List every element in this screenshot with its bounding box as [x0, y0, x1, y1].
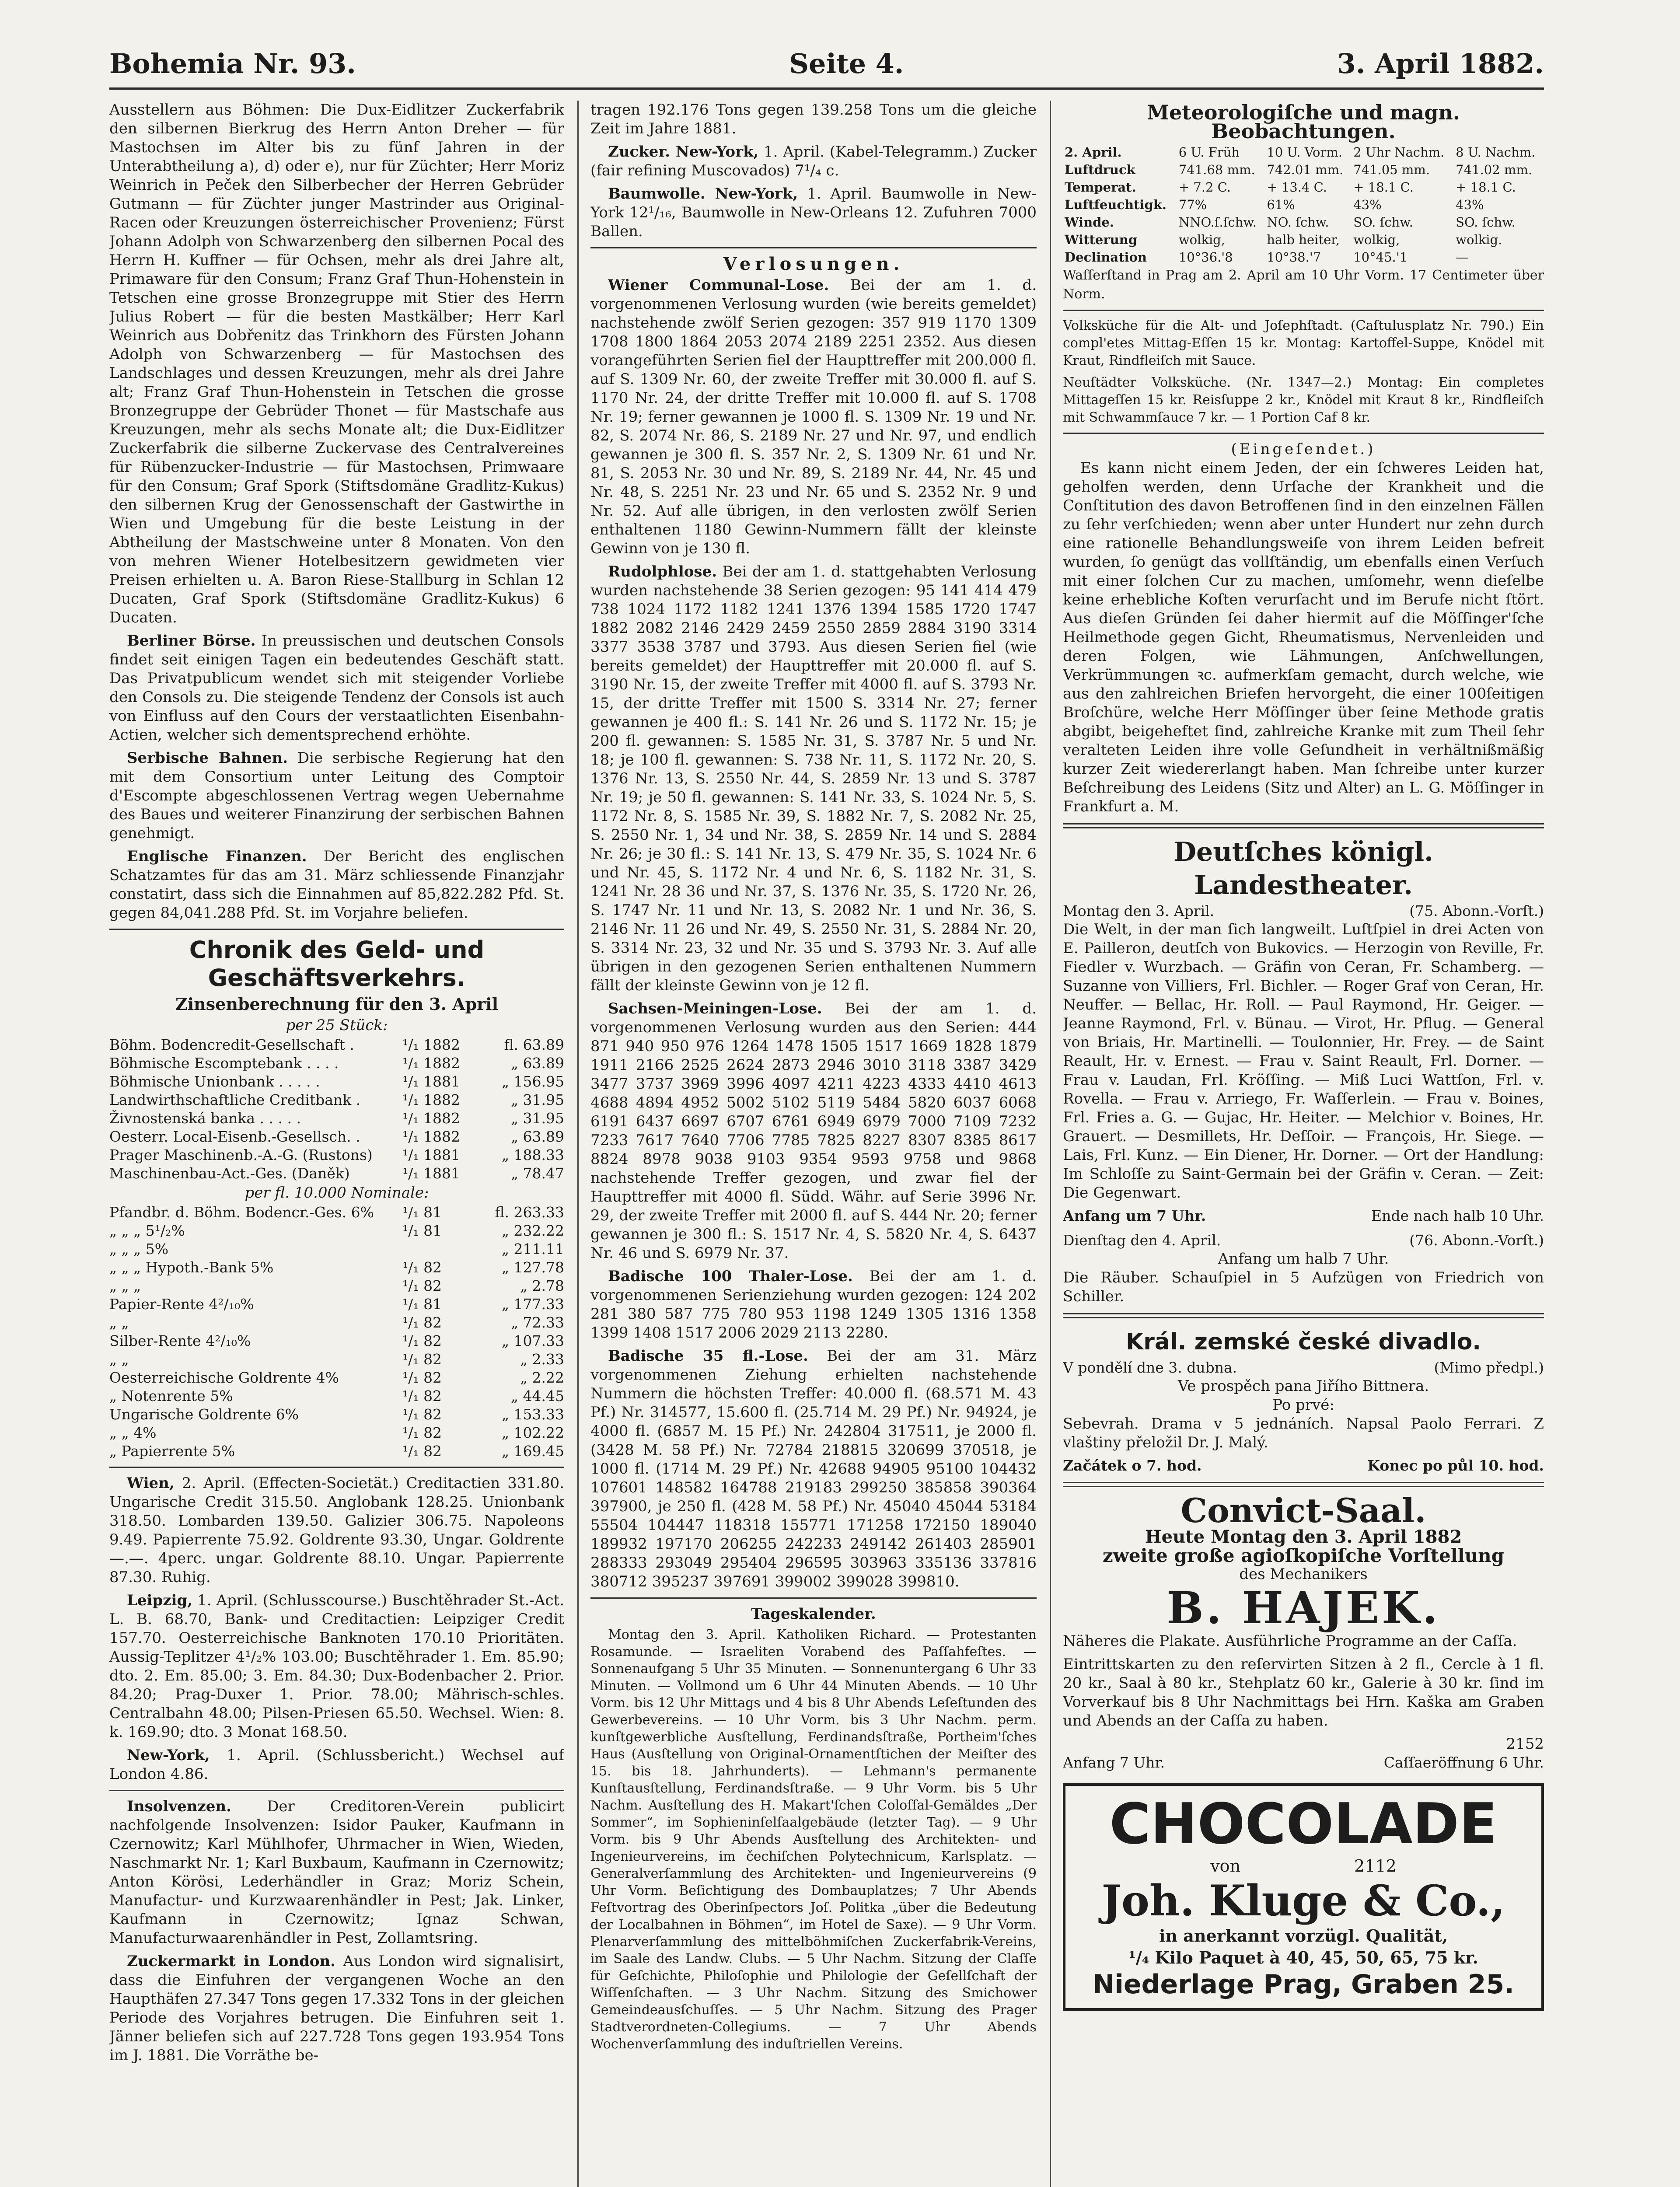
- event-subtitle: des Mechanikers: [1239, 1565, 1368, 1583]
- coupon-date: ¹/₁ 1882: [402, 1055, 461, 1072]
- interest-row: [109, 1054, 564, 1073]
- interest-value: „ 107.33: [501, 1332, 564, 1349]
- article-text: Der Creditoren-Verein publicirt nachfolgende Insolvenzen: Isidor Pauker, Kaufmann in Czernowitz; Karl Mühlhofer, Uhrmacher in Wien, Wieden, Naschmarkt Nr. 1; Karl Buxbaum, Kaufmann in Czernowitz; Anton Körösi, Lederhändler in Graz; Moriz Schein, Manufactur- und Kurzwaarenhändler in Pest; Jak. Linker, Kaufmann in Czernowitz; Ignaz Schwan, Manufacturwaarenhändler in Pest, Zollamtsring.: [109, 1798, 564, 1947]
- interest-row: [109, 1203, 564, 1222]
- interest-row: [109, 1277, 564, 1295]
- coupon-date: ¹/₁ 1881: [402, 1165, 461, 1182]
- weather-label: Witterung: [1065, 232, 1138, 247]
- ad-store: Niederlage Prag, Graben 25.: [1093, 1969, 1514, 2000]
- separator: [590, 1597, 1037, 1599]
- weather-label: Winde.: [1065, 215, 1114, 230]
- security-name: „ „: [109, 1351, 129, 1368]
- table-caption: per 25 Stück:: [286, 1017, 388, 1034]
- time-line: [1063, 1754, 1544, 1772]
- weather-value: + 18.1 C.: [1456, 180, 1516, 195]
- interest-row: [109, 1222, 564, 1240]
- water-level: Waſſerſtand in Prag am 2. April am 10 Uhr Vorm. 17 Centimeter über Norm.: [1063, 268, 1544, 302]
- interest-value: „ 72.33: [510, 1314, 564, 1331]
- interest-value: „ 211.11: [501, 1240, 564, 1258]
- interest-value: „ 2.33: [520, 1351, 564, 1368]
- article-text: Bei der am 31. März vorgenommenen Ziehung erhielten nachstehende Nummern die höchsten Treffer: 40.000 fl. (68.571 M. 43 Pf.) Nr. 314577, 15.600 fl. (25.714 M. 29 Pf.) Nr. 94924, je 4000 fl. (6857 M. 15 Pf.) Nr. 242804 317511, je 2000 fl. (3428 M. 58 Pf.) Nr. 72784 218815 320699 370518, je 1000 fl. (1714 M. 29 Pf.) Nr. 42688 94905 95100 104432 107601 148582 164788 219183 299250 385858 390364 397900, je 250 fl. (428 M. 58 Pf.) Nr. 45040 45044 53184 55504 104447 118318 155771 171258 172150 189040 189932 197170 206255 242233 249142 261403 285901 288333 293049 295404 296595 303963 335136 337816 380712 395237 397691 399002 399028 399810.: [590, 1347, 1037, 1590]
- day-calendar: Montag den 3. April. Katholiken Richard. — Protestanten Rosamunde. — Israeliten Vorabend des Paſſahfeſtes. — Sonnenaufgang 5 Uhr 35 Minuten. — Sonnenuntergang 6 Uhr 33 Minuten. — Vollmond um 6 Uhr 44 Minuten Abends. — 10 Uhr Vorm. bis 12 Uhr Mittags und 4 bis 8 Uhr Abends Leſeſtunden des Gewerbevereins. — 10 Uhr Vorm. bis 3 Uhr Nachm. perm. kunſtgewerbliche Ausſtellung, Ferdinandsſtraße, Portheim'ſches Haus (Ausſtellung von Original-Ornamentſtichen der Meiſter des 15. bis 18. Jahrhunderts). — Lehmann's permanente Kunſtausſtellung, Ferdinandsſtraße. — 9 Uhr Vorm. bis 5 Uhr Nachm. Ausſtellung des H. Makart'ſchen Coloſſal-Gemäldes „Der Sommer“, im Sophieninſelſaalgebäude (letzter Tag). — 9 Uhr Vorm. bis 9 Uhr Abends Ausſtellung des Architekten- und Ingenieurvereins, im čechiſchen Polytechnicum, Karlsplatz. — Generalverſammlung des Architekten- und Ingenieurvereins (9 Uhr Vorm. Beſichtigung des Dombauplatzes; 7 Uhr Abends Feſtvortrag des Oberinſpectors Joſ. Politka „über die Bedeutung der Localbahnen in Böhmen“, im Hotel de Saxe). — 9 Uhr Vorm. Plenarverſammlung des mittelböhmiſchen Zuckerfabrik-Vereins, im Saale des Landw. Clubs. — 5 Uhr Nachm. Sitzung der Claſſe für Geſchichte, Philoſophie und Philologie der Geſellſchaft der Wiſſenſchaften. — 3 Uhr Nachm. Sitzung des Smichower Gemeindeausſchuſſes. — 5 Uhr Nachm. Sitzung des Prager Stadtverordneten-Collegiums. — 7 Uhr Abends Wochenverſammlung des induſtriellen Vereins.: [590, 1627, 1037, 2052]
- soup-kitchen-neustadt: Neuſtädter Volksküche. (Nr. 1347—2.) Montag: Ein completes Mittageſſen 15 kr. Reisſuppe 2 kr., Knödel mit Kraut 8 kr., Rindfleiſch mit Schwammſauce 7 kr. — 1 Portion Caf 8 kr.: [1063, 375, 1544, 425]
- article-lead: Insolvenzen.: [127, 1798, 231, 1815]
- article-text: 1. April. Baumwolle in New-York 12¹/₁₆, Baumwolle in New-Orleans 12. Zufuhren 7000 Ballen.: [590, 185, 1037, 240]
- section-title: Chronik des Geld- und Geschäftsverkehrs.: [189, 936, 485, 992]
- article-lead: Badische 35 fl.-Lose.: [608, 1347, 808, 1365]
- weather-label: Temperat.: [1065, 180, 1136, 195]
- weather-value: halb heiter,: [1267, 232, 1340, 247]
- ad-quality: in anerkannt vorzügl. Qualität,: [1159, 1926, 1448, 1946]
- benefit-line: Ve prospěch pana Jiřího Bittnera.: [1177, 1377, 1429, 1395]
- end-time: Konec po půl 10. hod.: [1367, 1457, 1544, 1474]
- weather-value: NNO.ſ.ſchw.: [1178, 215, 1257, 230]
- article-baumwolle: [590, 185, 1037, 241]
- article-lead: Leipzig,: [127, 1592, 193, 1609]
- interest-value: „ 44.45: [510, 1387, 564, 1404]
- separator: [1063, 1482, 1544, 1487]
- interest-table-bonds: [109, 1203, 564, 1460]
- separator: [109, 1790, 564, 1791]
- masthead: [109, 39, 1544, 90]
- interest-value: „ 78.47: [510, 1165, 564, 1182]
- time-line: [1063, 1457, 1544, 1475]
- weather-value: 2 Uhr Nachm.: [1353, 145, 1445, 160]
- weather-value: 77%: [1178, 197, 1207, 212]
- security-name: Silber-Rente 4²/₁₀%: [109, 1332, 251, 1349]
- coupon-date: ¹/₁ 82: [402, 1332, 442, 1349]
- article-lead: Zuckermarkt in London.: [127, 1953, 336, 1970]
- interest-value: „ 2.78: [520, 1277, 564, 1294]
- coupon-date: ¹/₁ 1881: [402, 1073, 461, 1090]
- interest-row: [109, 1240, 564, 1258]
- performance-description: Die Räuber. Schauſpiel in 5 Aufzügen von Friedrich von Schiller.: [1063, 1269, 1544, 1305]
- interest-value: „ 63.89: [510, 1128, 564, 1145]
- weather-value: SO. ſchw.: [1353, 215, 1413, 230]
- interest-value: „ 188.33: [501, 1146, 564, 1163]
- section-title: Meteorologiſche und magn. Beobachtungen.: [1147, 101, 1460, 143]
- interest-value: „ 156.95: [501, 1073, 564, 1090]
- article-lead: Englische Finanzen.: [127, 848, 307, 865]
- interest-value: „ 63.89: [510, 1055, 564, 1072]
- interest-row: [109, 1073, 564, 1091]
- table-caption: per fl. 10.000 Nominale:: [244, 1184, 429, 1202]
- play-description: Sebevrah. Drama v 5 jednáních. Napsal Paolo Ferrari. Z vlaštiny přeložil Dr. J. Malý.: [1063, 1415, 1544, 1451]
- security-name: Böhmische Escomptebank . . . .: [109, 1055, 339, 1072]
- article-text: Bei der am 1. d. vorgenommenen Verlosung wurden (wie bereits gemeldet) nachstehende zwölf Serien gezogen: 357 919 1170 1309 1708 1800 1864 2053 2074 2189 2251 2352. Aus diesen vorangeführten Serien fiel der Haupttreffer mit 200.000 fl. auf S. 1309 Nr. 60, der zweite Treffer mit 30.000 fl. auf S. 1170 Nr. 24, der dritte Treffer mit 10.000 fl. auf S. 1708 Nr. 19; ferner gewannen je 1000 fl. S. 1309 Nr. 19 und Nr. 82, S. 2074 Nr. 86, S. 2189 Nr. 27 und Nr. 97, und endlich gewannen je 300 fl. S. 357 Nr. 2, S. 1309 Nr. 61 und Nr. 81, S. 2053 Nr. 30 und Nr. 89, S. 2189 Nr. 44, Nr. 45 und Nr. 48, S. 2251 Nr. 23 und Nr. 65 und S. 2352 Nr. 9 und Nr. 52. Auf alle übrigen, in den verlosten zwölf Serien enthaltenen 1180 Gewinn-Nummern fällt der kleinste Gewinn von je 130 fl.: [590, 276, 1037, 557]
- ad-von-text: von: [1210, 1856, 1241, 1876]
- lottery-badische-100: [590, 1267, 1037, 1342]
- weather-value: + 13.4 C.: [1267, 180, 1327, 195]
- article-lead: Rudolphlose.: [608, 563, 717, 580]
- event-info: Näheres die Plakate. Ausführliche Programme an der Caſſa.: [1063, 1632, 1517, 1650]
- weather-value: 6 U. Früh: [1178, 145, 1240, 160]
- security-name: Živnostenská banka . . . . .: [109, 1110, 301, 1127]
- weather-label: Luftfeuchtigk.: [1065, 197, 1167, 212]
- article-text: 1. April. (Kabel-Telegramm.) Zucker (fair refining Muscovados) 7¹/₄ c.: [590, 143, 1037, 179]
- interest-row: [109, 1128, 564, 1146]
- weather-value: 10°38.'7: [1267, 250, 1321, 265]
- article-text: Der Bericht des englischen Schatzamtes für das am 31. März schliessende Finanzjahr constatirt, dass sich die Einnahmen auf 85,822.282 Pfd. St. gegen 84,041.288 Pfd. St. im Vorjahre beliefen.: [109, 848, 564, 922]
- column-3: [1063, 101, 1544, 2187]
- security-name: „ „ „ 5%: [109, 1240, 169, 1258]
- security-name: Pfandbr. d. Böhm. Bodencr.-Ges. 6%: [109, 1204, 374, 1221]
- security-name: Ungarische Goldrente 6%: [109, 1406, 299, 1423]
- theater-date-line: [1063, 1231, 1544, 1250]
- coupon-date: ¹/₁ 1882: [402, 1036, 461, 1053]
- performer-name: B. HAJEK.: [1167, 1582, 1440, 1634]
- weather-value: 742.01 mm.: [1267, 162, 1344, 177]
- weather-row: [1063, 196, 1544, 213]
- coupon-date: ¹/₁ 81: [402, 1222, 442, 1239]
- interest-value: „ 127.78: [501, 1259, 564, 1276]
- weather-label: 2. April.: [1065, 145, 1122, 160]
- article-lead: New-York,: [127, 1747, 210, 1764]
- ad-price: ¹/₄ Kilo Paquet à 40, 45, 50, 65, 75 kr.: [1128, 1948, 1478, 1967]
- market-newyork: [109, 1746, 564, 1784]
- interest-row: [109, 1295, 564, 1314]
- weather-value: wolkig,: [1353, 232, 1400, 247]
- security-name: „ Papierrente 5%: [109, 1443, 235, 1460]
- start-time: Začátek o 7. hod.: [1063, 1457, 1202, 1474]
- article-text: 1. April. (Schlussbericht.) Wechsel auf London 4.86.: [109, 1747, 564, 1783]
- article-berliner-boerse: [109, 632, 564, 744]
- article-text: Bei der am 1. d. vorgenommenen Verlosung wurden aus den Serien: 444 871 940 950 976 1264 1478 1505 1517 1669 1828 1879 1911 2166 2525 2624 2873 2946 3010 3118 3387 3429 3477 3737 3969 3996 4097 4211 4223 4333 4410 4613 4688 4894 4952 5002 5102 5119 5484 5820 6037 6068 6191 6437 6697 6707 6761 6949 6979 7000 7109 7232 7233 7617 7640 7706 7785 7825 8227 8307 8385 8617 8824 8978 9038 9103 9354 9593 9758 und 9868 nachstehende Treffer gezogen, und zwar fiel der Haupttreffer mit 4000 fl. Südd. Währ. auf Serie 3996 Nr. 29, der zweite Treffer mit 2000 fl. auf S. 444 Nr. 20; ferner gewannen je 300 fl.: S. 1517 Nr. 4, S. 5820 Nr. 4, S. 6437 Nr. 46 und S. 6979 Nr. 37.: [590, 1000, 1037, 1262]
- weather-value: 61%: [1267, 197, 1295, 212]
- security-name: Maschinenbau-Act.-Ges. (Daněk): [109, 1165, 350, 1182]
- coupon-date: [402, 1240, 485, 1258]
- article-text: 2. April. (Effecten-Societät.) Creditactien 331.80. Ungarische Credit 315.50. Anglobank 128.25. Unionbank 318.50. Lombarden 139.50. Galizier 306.75. Napoleons 9.49. Papierrente 75.92. Goldrente 93.30, Ungar. Goldrente —.—. 4perc. ungar. Goldrente 88.10. Ungar. Papierrente 87.30. Ruhig.: [109, 1474, 564, 1586]
- theater-title: Deutſches königl. Landestheater.: [1174, 837, 1433, 901]
- ad-number: 2152: [1506, 1735, 1544, 1753]
- soup-kitchen-altstadt: Volksküche für die Alt- und Joſephſtadt. (Caſtulusplatz Nr. 790.) Ein compl'etes Mittag-Eſſen 15 kr. Montag: Kartoffel-Suppe, Knödel mit Kraut, Rindfleiſch mit Sauce.: [1063, 318, 1544, 368]
- weather-value: + 18.1 C.: [1353, 180, 1414, 195]
- coupon-date: ¹/₁ 82: [402, 1259, 442, 1276]
- weather-row: [1063, 213, 1544, 231]
- time-line: [1063, 1207, 1544, 1225]
- section-title: (Eingeſendet.): [1231, 440, 1376, 458]
- lottery-badische-35: [590, 1347, 1037, 1591]
- event-title: zweite große agioſkopiſche Vorſtellung: [1102, 1545, 1505, 1566]
- convict-saal-title: Convict-Saal.: [1181, 1491, 1426, 1530]
- interest-row: [109, 1405, 564, 1424]
- interest-value: fl. 263.33: [495, 1204, 564, 1221]
- weather-value: 10°36.'8: [1178, 250, 1233, 265]
- subscription-number: (76. Abonn.-Vorſt.): [1409, 1232, 1544, 1249]
- interest-row: [109, 1036, 564, 1054]
- separator: [1063, 310, 1544, 311]
- weather-value: wolkig.: [1456, 232, 1502, 247]
- weather-label: Declination: [1065, 250, 1147, 265]
- interest-row: [109, 1164, 564, 1183]
- column-divider: [577, 101, 579, 2187]
- column-1: [109, 101, 564, 2187]
- coupon-date: ¹/₁ 82: [402, 1406, 442, 1423]
- article-zucker-newyork: [590, 143, 1037, 180]
- interest-row: [109, 1091, 564, 1109]
- box-office-time: Caſſaeröffnung 6 Uhr.: [1383, 1754, 1544, 1771]
- coupon-date: ¹/₁ 82: [402, 1424, 442, 1441]
- security-name: Landwirthschaftliche Creditbank .: [109, 1091, 361, 1108]
- weather-table: [1063, 143, 1544, 266]
- coupon-date: ¹/₁ 1882: [402, 1110, 461, 1127]
- separator: [109, 929, 564, 930]
- section-title: Tageskalender.: [751, 1605, 876, 1623]
- interest-row: [109, 1332, 564, 1350]
- article-text: Ausstellern aus Böhmen: Die Dux-Eidlitzer Zuckerfabrik den silbernen Bierkrug des Herrn Anton Dreher — für Mastochsen im Alter bis zu fünf Jahren in der Unterabtheilung a), d) oder e), nur für Züchter; Herr Moriz Weinrich in Peček den Silberbecher der Herren Gebrüder Gutmann — für Züchter junger Mastrinder aus Original-Racen oder Kreuzungen österreichischer Provenienz; Fürst Johann Adolph von Schwarzenberg den silbernen Pocal des Herrn H. Kuffner — für Ochsen, mehr als drei Jahre alt, Primaware für den Consum; Franz Graf Thun-Hohenstein in Tetschen eine grosse Bronzegruppe mit Stier des Herrn Julius Robert — für die besten Mastkälber; Herr Karl Weinrich aus Dobřenitz das Trinkhorn des Fürsten Johann Adolph von Schwarzenberg — für Mastochsen des Landschlages und dessen Kreuzungen, mehr als drei Jahre alt; Franz Graf Thun-Hohenstein in Tetschen die grosse Bronzegruppe der Gebrüder Thonet — für Mastschafe aus Kreuzungen, mehr als sechs Monate alt; die Dux-Eidlitzer Zuckerfabrik die silberne Zuckervase des Centralvereines für Rübenzucker-Industrie — für Mastochsen, Primwaare für den Consum; Graf Spork (Stiftsdomäne Gradlitz-Kukus) den silbernen Krug der Genossenschaft der Gastwirthe in Wien und Umgebung für die beste Leistung in der Abtheilung der Mastschweine unter 8 Monaten. Von den von mehren Wiener Hotelbesitzern gewidmeten vier Preisen erhielten u. A. Baron Riese-Stallburg in Schlan 12 Ducaten, Graf Spork (Stiftsdomäne Gradlitz-Kukus) 6 Ducaten.: [109, 101, 564, 626]
- theater-date-line: [1063, 902, 1544, 920]
- coupon-date: ¹/₁ 82: [402, 1351, 442, 1368]
- start-time: Anfang um 7 Uhr.: [1063, 1207, 1206, 1224]
- weather-row: [1063, 231, 1544, 248]
- subscription-number: (75. Abonn.-Vorſt.): [1409, 902, 1544, 919]
- performance-date: Montag den 3. April.: [1063, 902, 1215, 919]
- weather-value: 741.05 mm.: [1353, 162, 1430, 177]
- czech-theater-title: Král. zemské české divadlo.: [1125, 1329, 1481, 1355]
- interest-row: [109, 1258, 564, 1277]
- article-lead: Serbische Bahnen.: [127, 749, 288, 767]
- weather-value: 10°45.'1: [1353, 250, 1408, 265]
- article-lead: Baumwolle. New-York,: [608, 185, 798, 203]
- premiere-line: Po prvé:: [1272, 1396, 1334, 1414]
- market-wien: [109, 1474, 564, 1587]
- interest-value: „ 177.33: [501, 1296, 564, 1313]
- weather-value: 741.68 mm.: [1178, 162, 1255, 177]
- security-name: „ „ „: [109, 1277, 141, 1294]
- interest-value: „ 102.22: [501, 1424, 564, 1441]
- article-zuckermarkt: [109, 1952, 564, 2065]
- interest-value: „ 31.95: [510, 1091, 564, 1108]
- performance-date: Dienſtag den 4. April.: [1063, 1232, 1221, 1249]
- ad-company: Joh. Kluge & Co.,: [1101, 1876, 1505, 1925]
- subsection-title: Zinsenberechnung für den 3. April: [175, 994, 499, 1014]
- separator: [1063, 1313, 1544, 1318]
- security-name: Böhmische Unionbank . . . . .: [109, 1073, 320, 1090]
- weather-value: 10 U. Vorm.: [1267, 145, 1342, 160]
- subscription-note: (Mimo předpl.): [1434, 1359, 1544, 1376]
- weather-row: [1063, 178, 1544, 196]
- coupon-date: ¹/₁ 82: [402, 1314, 442, 1331]
- article-lead: Berliner Börse.: [127, 632, 256, 650]
- article-lead: Zucker. New-York,: [608, 143, 759, 161]
- interest-row: [109, 1424, 564, 1442]
- market-leipzig: [109, 1591, 564, 1742]
- event-date: Heute Montag den 3. April 1882: [1145, 1527, 1462, 1547]
- ad-headline: CHOCOLADE: [1109, 1792, 1498, 1857]
- article-lead: Badische 100 Thaler-Lose.: [608, 1268, 853, 1285]
- security-name: Böhm. Bodencredit-Gesellschaft .: [109, 1036, 354, 1053]
- weather-value: 43%: [1456, 197, 1484, 212]
- interest-value: „ 169.45: [501, 1443, 564, 1460]
- security-name: Papier-Rente 4²/₁₀%: [109, 1296, 254, 1313]
- end-time: Ende nach halb 10 Uhr.: [1371, 1207, 1544, 1224]
- performance-date-line: [1063, 1359, 1544, 1377]
- lottery-wiener-communal: [590, 276, 1037, 558]
- coupon-date: ¹/₁ 1882: [402, 1128, 461, 1145]
- interest-row: [109, 1350, 564, 1369]
- weather-row: [1063, 143, 1544, 161]
- start-time: Anfang um halb 7 Uhr.: [1218, 1250, 1389, 1268]
- weather-label: Luftdruck: [1065, 162, 1135, 177]
- separator: [1063, 433, 1544, 434]
- submitted-notice: Es kann nicht einem Jeden, der ein ſchweres Leiden hat, geholfen werden, denn Urſache der Krankheit und die Conſtitution des davon Betroffenen ſind in den einzelnen Fällen zu ſehr verſchieden; wenn aber unter Hundert nur zehn durch eine rationelle Behandlungsweiſe von ihrem Leiden befreit wurden, ſo genügt das vollſtändig, um ebenfalls einen Verſuch mit einer ſolchen Cur zu machen, umſomehr, wenn dieſelbe keine erhebliche Koſten verurſacht und im Berufe nicht ſtört. Aus dieſen Gründen ſei daher hiermit auf die Möſſinger'ſche Heilmethode gegen Gicht, Rheumatismus, Nervenleiden und deren Folgen, wie Lähmungen, Anſchwellungen, Verkrümmungen ꝛc. aufmerkſam gemacht, durch welche, wie aus den zahlreichen Briefen hervorgeht, die einer 100ſeitigen Broſchüre, welche Herr Möſſinger über ſeine Methode gratis abgibt, beigeheftet ſind, zahlreiche Kranke mit zum Theil ſehr veralteten Leiden ihre volle Geſundheit in verhältnißmäßig kurzer Zeit wiedererlangt haben. Man ſchreibe unter kurzer Beſchreibung des Leidens (Sitz und Alter) an L. G. Möſſinger in Frankfurt a. M.: [1063, 459, 1544, 815]
- article-englische-finanzen: [109, 847, 564, 922]
- article-text: In preussischen und deutschen Consols findet seit einigen Tagen ein bedeutendes Geschäft statt. Das Privatpublicum wendet sich mit steigender Vorliebe den Consols zu. Die steigende Tendenz der Consols ist auch von Einfluss auf den Cours der verstaatlichten Eisenbahn-Actien, welcher sich dementsprechend erhöhte.: [109, 632, 564, 744]
- interest-value: „ 232.22: [501, 1222, 564, 1239]
- ad-number: 2112: [1354, 1856, 1397, 1876]
- coupon-date: ¹/₁ 82: [402, 1443, 442, 1460]
- interest-value: „ 31.95: [510, 1110, 564, 1127]
- interest-row: [109, 1314, 564, 1332]
- section-title: Verlosungen.: [723, 254, 904, 274]
- security-name: Prager Maschinenb.-A.-G. (Rustons): [109, 1146, 373, 1163]
- issue-date: 3. April 1882.: [1337, 47, 1544, 80]
- security-name: Oesterr. Local-Eisenb.-Gesellsch. .: [109, 1128, 360, 1145]
- coupon-date: ¹/₁ 82: [402, 1387, 442, 1404]
- article-lead: Sachsen-Meiningen-Lose.: [608, 1000, 822, 1017]
- interest-row: [109, 1369, 564, 1387]
- weather-value: 43%: [1353, 197, 1382, 212]
- article-insolvenzen: [109, 1797, 564, 1948]
- weather-value: + 7.2 C.: [1178, 180, 1231, 195]
- security-name: „ „ „ 5¹/₂%: [109, 1222, 185, 1239]
- weather-value: SO. ſchw.: [1456, 215, 1516, 230]
- weather-row: [1063, 161, 1544, 178]
- interest-row: [109, 1109, 564, 1128]
- security-name: „ Notenrente 5%: [109, 1387, 233, 1404]
- article-lead: Wiener Communal-Lose.: [608, 276, 829, 294]
- performance-date: V pondělí dne 3. dubna.: [1063, 1359, 1237, 1376]
- interest-value: „ 153.33: [501, 1406, 564, 1423]
- article-lead: Wien,: [127, 1474, 175, 1492]
- coupon-date: ¹/₁ 81: [402, 1204, 442, 1221]
- article-text: Die serbische Regierung hat den mit dem Consortium unter Leitung des Comptoir d'Escompte abgeschlossenen Vertrag wegen Uebernahme des Baues und weiterer Finanzirung der serbischen Bahnen genehmigt.: [109, 749, 564, 842]
- coupon-date: ¹/₁ 81: [402, 1296, 442, 1313]
- weather-value: —: [1456, 250, 1469, 265]
- interest-row: [109, 1146, 564, 1164]
- article-text: tragen 192.176 Tons gegen 139.258 Tons um die gleiche Zeit im Jahre 1881.: [590, 101, 1037, 137]
- ticket-info: Eintrittskarten zu den reſervirten Sitzen à 2 fl., Cercle à 1 fl. 20 kr., Saal à 80 kr., Stehplatz 60 kr., Galerie à 30 kr. ſind im Vorverkauf bis 8 Uhr Nachmittags bei Hrn. Kaška am Graben und Abends an der Caſſa zu haben.: [1063, 1656, 1544, 1729]
- chocolate-advertisement: [1063, 1783, 1544, 2011]
- interest-row: [109, 1442, 564, 1460]
- lottery-sachsen-meiningen: [590, 999, 1037, 1263]
- start-time: Anfang 7 Uhr.: [1063, 1754, 1165, 1771]
- article-text: Bei der am 1. d. stattgehabten Verlosung wurden nachstehende 38 Serien gezogen: 95 141 414 479 738 1024 1172 1182 1241 1376 1394 1585 1720 1747 1882 2082 2146 2429 2459 2550 2859 2884 3190 3314 3377 3538 3787 und 3793. Aus diesen Serien fiel (wie bereits gemeldet) der Haupttreffer mit 20.000 fl. auf S. 3190 Nr. 15, der zweite Treffer mit 4000 fl. auf S. 3793 Nr. 15, der dritte Treffer mit 1500 S. 3314 Nr. 27; ferner gewannen je 400 fl.: S. 141 Nr. 26 und S. 1172 Nr. 15; je 200 fl. gewannen: S. 1585 Nr. 31, S. 3787 Nr. 5 und Nr. 18; je 100 fl. gewannen: S. 738 Nr. 11, S. 1172 Nr. 20, S. 1376 Nr. 13, S. 2550 Nr. 44, S. 2859 Nr. 13 und S. 3787 Nr. 19; je 50 fl. gewannen: S. 141 Nr. 33, S. 1024 Nr. 5, S. 1172 Nr. 8, S. 1585 Nr. 39, S. 1882 Nr. 7, S. 2082 Nr. 25, S. 2550 Nr. 1, 34 und Nr. 38, S. 2859 Nr. 14 und S. 2884 Nr. 26; je 30 fl.: S. 141 Nr. 13, S. 479 Nr. 35, S. 1024 Nr. 6 und Nr. 45, S. 1172 Nr. 4 und Nr. 6, S. 1182 Nr. 31, S. 1241 Nr. 28 36 und Nr. 37, S. 1376 Nr. 35, S. 1720 Nr. 26, S. 1747 Nr. 11 und Nr. 13, S. 2082 Nr. 1 und Nr. 36, S. 2146 Nr. 11 26 und Nr. 49, S. 2550 Nr. 31, S. 2884 Nr. 20, S. 3314 Nr. 23, 32 und Nr. 35 und S. 3793 Nr. 3. Auf alle übrigen in den gezogenen Serien enthaltenen Nummern fällt der kleinste Gewinn von je 12 fl.: [590, 563, 1037, 994]
- weather-value: wolkig,: [1178, 232, 1225, 247]
- issue-number: Bohemia Nr. 93.: [109, 47, 356, 80]
- interest-table-stocks: [109, 1036, 564, 1183]
- security-name: „ „ „ Hypoth.-Bank 5%: [109, 1259, 274, 1276]
- column-2: [590, 101, 1037, 2187]
- article-text: Aus London wird signalisirt, dass die Einfuhren der vergangenen Woche an den Haupthäfen 27.347 Tons gegen 17.332 Tons in der gleichen Periode des Vorjahres betrugen. Die Einfuhren seit 1. Jänner beliefen sich auf 227.728 Tons gegen 193.954 Tons im J. 1881. Die Vorräthe be-: [109, 1953, 564, 2064]
- performance-description: Die Welt, in der man ſich langweilt. Luſtſpiel in drei Acten von E. Pailleron, deutſch von Bukovics. — Herzogin von Reville, Fr. Fiedler v. Wurzbach. — Gräfin von Ceran, Fr. Schamberg. — Suzanne von Villiers, Frl. Bichler. — Roger Graf von Ceran, Hr. Neuffer. — Bellac, Hr. Roll. — Paul Raymond, Hr. Geiger. — Jeanne Raymond, Frl. v. Bünau. — Virot, Hr. Pflug. — General von Briais, Hr. Martinelli. — Toulonnier, Hr. Frey. — de Saint Reault, Hr. v. Ernest. — Frau v. Saint Reault, Frl. Dorner. — Frau v. Laudan, Frl. Kröſſing. — Miß Luci Wattſon, Frl. v. Rovella. — Frau v. Arriego, Fr. Waſſerlein. — Frau v. Boines, Frl. Fries a. G. — Gujac, Hr. Heiter. — Melchior v. Boines, Hr. Grauert. — Desmillets, Hr. Deſſoir. — François, Hr. Siege. — Lais, Frl. Kunz. — Ein Diener, Hr. Dorner. — Ort der Handlung: Im Schloſſe zu Saint-Germain bei der Gräfin v. Ceran. — Zeit: Die Gegenwart.: [1063, 921, 1544, 1202]
- interest-value: „ 2.22: [520, 1369, 564, 1386]
- interest-value: fl. 63.89: [504, 1036, 564, 1053]
- coupon-date: ¹/₁ 1881: [402, 1146, 461, 1163]
- article-text: 1. April. (Schlusscourse.) Buschtěhrader St.-Act. L. B. 68.70, Bank- und Creditactien: Leipziger Credit 157.70. Oesterreichische Banknoten 170.10 Prioritäten. Aussig-Teplitzer 4¹/₂% 103.00; Buschtěhrader 1. Em. 85.90; dto. 2. Em. 85.00; 3. Em. 84.30; Dux-Bodenbacher 2. Prior. 84.20; Prag-Duxer 1. Prior. 78.00; Mährisch-schles. Centralbahn 48.00; Pilsen-Priesen 65.50. Wechsel. Wien: 8. k. 169.90; dto. 3 Monat 168.50.: [109, 1592, 564, 1741]
- separator: [590, 247, 1037, 248]
- article-text: Bei der am 1. d. vorgenommenen Serienziehung wurden gezogen: 124 202 281 380 587 775 780 953 1198 1249 1305 1316 1358 1399 1408 1517 2006 2029 2113 2280.: [590, 1268, 1037, 1342]
- weather-value: 741.02 mm.: [1456, 162, 1533, 177]
- page-number: Seite 4.: [789, 47, 904, 80]
- separator: [1063, 823, 1544, 828]
- weather-value: 8 U. Nachm.: [1456, 145, 1536, 160]
- security-name: Oesterreichische Goldrente 4%: [109, 1369, 339, 1386]
- ad-von: [1074, 1855, 1533, 1877]
- column-divider: [1050, 101, 1051, 2187]
- security-name: „ „: [109, 1314, 129, 1331]
- weather-row: [1063, 248, 1544, 266]
- article-serbische-bahnen: [109, 749, 564, 843]
- security-name: „ „ 4%: [109, 1424, 157, 1441]
- lottery-rudolphlose: [590, 562, 1037, 995]
- newspaper-page: [109, 39, 1544, 2187]
- weather-value: NO. ſchw.: [1267, 215, 1329, 230]
- coupon-date: ¹/₁ 82: [402, 1369, 442, 1386]
- interest-row: [109, 1387, 564, 1405]
- separator: [109, 1467, 564, 1468]
- coupon-date: ¹/₁ 82: [402, 1277, 442, 1294]
- coupon-date: ¹/₁ 1882: [402, 1091, 461, 1108]
